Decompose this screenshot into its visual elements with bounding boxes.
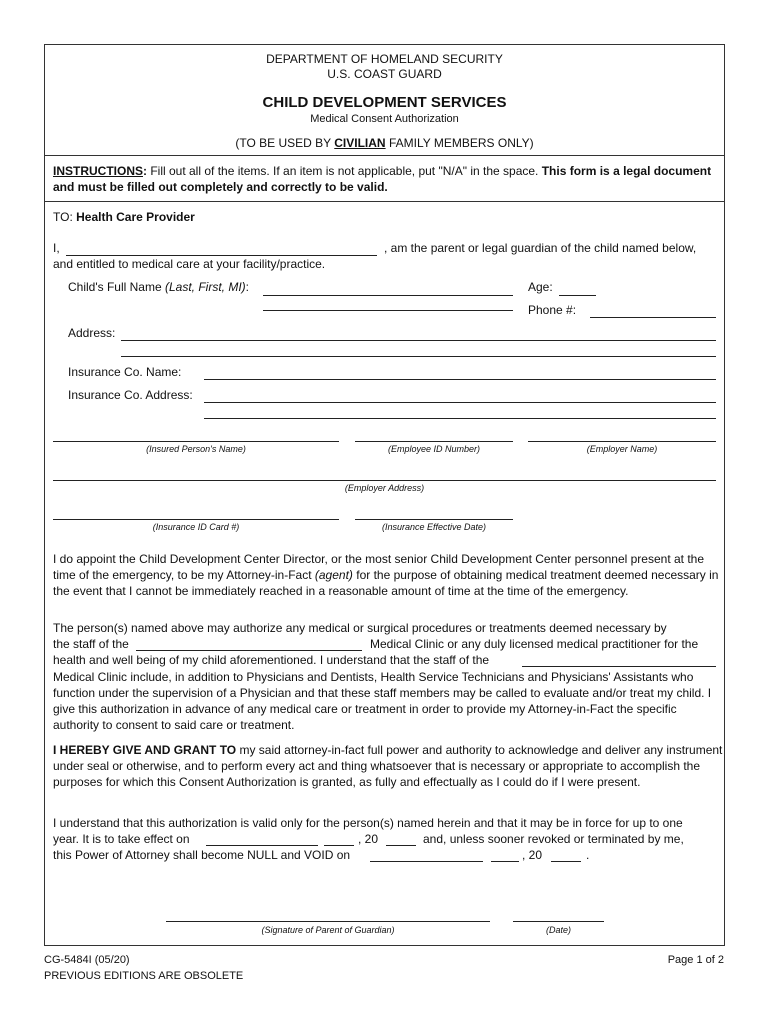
authorization-line-3: health and well being of my child aforementioned. I understand that the staff of the bbox=[53, 653, 490, 667]
date-caption: (Date) bbox=[545, 925, 571, 935]
obsolete-notice: PREVIOUS EDITIONS ARE OBSOLETE bbox=[44, 970, 244, 982]
age-label: Age: bbox=[528, 280, 553, 294]
guardian-i: I, bbox=[53, 241, 60, 255]
age-field[interactable] bbox=[559, 295, 596, 296]
validity-period: . bbox=[586, 848, 590, 862]
usage-note: (TO BE USED BY CIVILIAN FAMILY MEMBERS ONLY) bbox=[235, 136, 534, 150]
form-subtitle: Medical Consent Authorization bbox=[310, 113, 459, 125]
address-label: Address: bbox=[68, 326, 116, 340]
insured-name-field[interactable] bbox=[53, 441, 339, 442]
validity-line-1: I understand that this authorization is valid only for the person(s) named herein and that it may be in force for up to one bbox=[53, 816, 683, 830]
authorization-line-2a: the staff of the bbox=[53, 637, 129, 651]
form-number: CG-5484I (05/20) bbox=[44, 954, 130, 966]
effective-year-field[interactable] bbox=[386, 845, 416, 846]
authorization-line-1: The person(s) named above may authorize any medical or surgical procedures or treatments deemed necessary by bbox=[53, 621, 667, 635]
phone-label: Phone #: bbox=[528, 303, 577, 317]
void-year-field[interactable] bbox=[551, 861, 581, 862]
authorization-line-2b: Medical Clinic or any duly licensed medical practitioner for the bbox=[370, 637, 699, 651]
insurance-id-caption: (Insurance ID Card #) bbox=[152, 522, 240, 532]
effective-date-field[interactable] bbox=[206, 845, 318, 846]
guardian-statement-cont: and entitled to medical care at your facility/practice. bbox=[53, 257, 326, 271]
void-day-field[interactable] bbox=[491, 861, 519, 862]
employer-address-caption: (Employer Address) bbox=[344, 483, 425, 493]
child-name-field[interactable] bbox=[263, 295, 513, 296]
instructions: INSTRUCTIONS: Fill out all of the items. If an item is not applicable, put "N/A" in the space. This form is a legal document and must be filled out completely and correctly to be valid. bbox=[53, 164, 712, 194]
clinic-name-field[interactable] bbox=[136, 650, 362, 651]
page-number: Page 1 of 2 bbox=[667, 954, 724, 966]
insurance-address-field[interactable] bbox=[204, 402, 716, 403]
insured-name-caption: (Insured Person's Name) bbox=[146, 444, 246, 454]
insurance-address-field-2[interactable] bbox=[204, 418, 716, 419]
clinic-name-field-2[interactable] bbox=[522, 666, 716, 667]
guardian-statement: , am the parent or legal guardian of the child named below, bbox=[384, 241, 697, 255]
child-name-field-2[interactable] bbox=[263, 310, 513, 311]
employee-id-caption: (Employee ID Number) bbox=[387, 444, 481, 454]
agency-name: U.S. COAST GUARD bbox=[327, 67, 442, 81]
authorization-paragraph-rest: Medical Clinic include, in addition to Physicians and Dentists, Health Service Technicians and Physicians' Assistants who function under the supervision of a Physician and that these staff members may be called to evaluate and/or treat my child. I give this authorization in advance of any medical care or treatment in order to provide my Attorney-in-Fact the specific authority to consent to said care or treatment. bbox=[53, 670, 712, 732]
validity-line-2c: and, unless sooner revoked or terminated by me, bbox=[423, 832, 684, 846]
signature-field[interactable] bbox=[166, 921, 490, 922]
validity-line-3a: this Power of Attorney shall become NULL and VOID on bbox=[53, 848, 351, 862]
address-field[interactable] bbox=[121, 340, 716, 341]
insurance-effective-date-caption: (Insurance Effective Date) bbox=[381, 522, 487, 532]
phone-field[interactable] bbox=[590, 317, 716, 318]
guardian-name-field[interactable] bbox=[66, 255, 377, 256]
address-field-2[interactable] bbox=[121, 356, 716, 357]
insurance-name-field[interactable] bbox=[204, 379, 716, 380]
grant-paragraph: I HEREBY GIVE AND GRANT TO my said attorney-in-fact full power and authority to acknowledge and deliver any instrument under seal or otherwise, and to perform every act and thing whatsoever that is necessary or appropriate to accomplish the purposes for which this Consent Authorization is granted, as fully and effectually as I could do if I were present. bbox=[53, 743, 723, 789]
signature-caption: (Signature of Parent of Guardian) bbox=[261, 925, 395, 935]
employer-name-caption: (Employer Name) bbox=[586, 444, 658, 454]
to-line: TO: Health Care Provider bbox=[53, 210, 195, 224]
void-year-prefix: , 20 bbox=[522, 848, 543, 862]
employer-address-field[interactable] bbox=[53, 480, 716, 481]
validity-line-2a: year. It is to take effect on bbox=[53, 832, 190, 846]
insurance-effective-date-field[interactable] bbox=[355, 519, 513, 520]
insurance-address-label: Insurance Co. Address: bbox=[68, 388, 193, 402]
form-title: CHILD DEVELOPMENT SERVICES bbox=[262, 94, 507, 111]
divider bbox=[44, 201, 725, 202]
date-field[interactable] bbox=[513, 921, 604, 922]
employee-id-field[interactable] bbox=[355, 441, 513, 442]
department-name: DEPARTMENT OF HOMELAND SECURITY bbox=[266, 52, 503, 66]
validity-year-prefix: , 20 bbox=[358, 832, 379, 846]
child-name-label: Child's Full Name (Last, First, MI): bbox=[68, 280, 249, 294]
employer-name-field[interactable] bbox=[528, 441, 716, 442]
insurance-id-field[interactable] bbox=[53, 519, 339, 520]
appointment-paragraph: I do appoint the Child Development Center Director, or the most senior Child Development Center personnel present at the time of the emergency, to be my Attorney-in-Fact (agent) for the purpose of obtaining medical treatment deemed necessary in the event that I cannot be immediately reached in a reasonable amount of time at the time of the emergency. bbox=[53, 552, 719, 598]
effective-day-field[interactable] bbox=[324, 845, 354, 846]
void-date-field[interactable] bbox=[370, 861, 483, 862]
insurance-name-label: Insurance Co. Name: bbox=[68, 365, 182, 379]
divider bbox=[44, 155, 725, 156]
